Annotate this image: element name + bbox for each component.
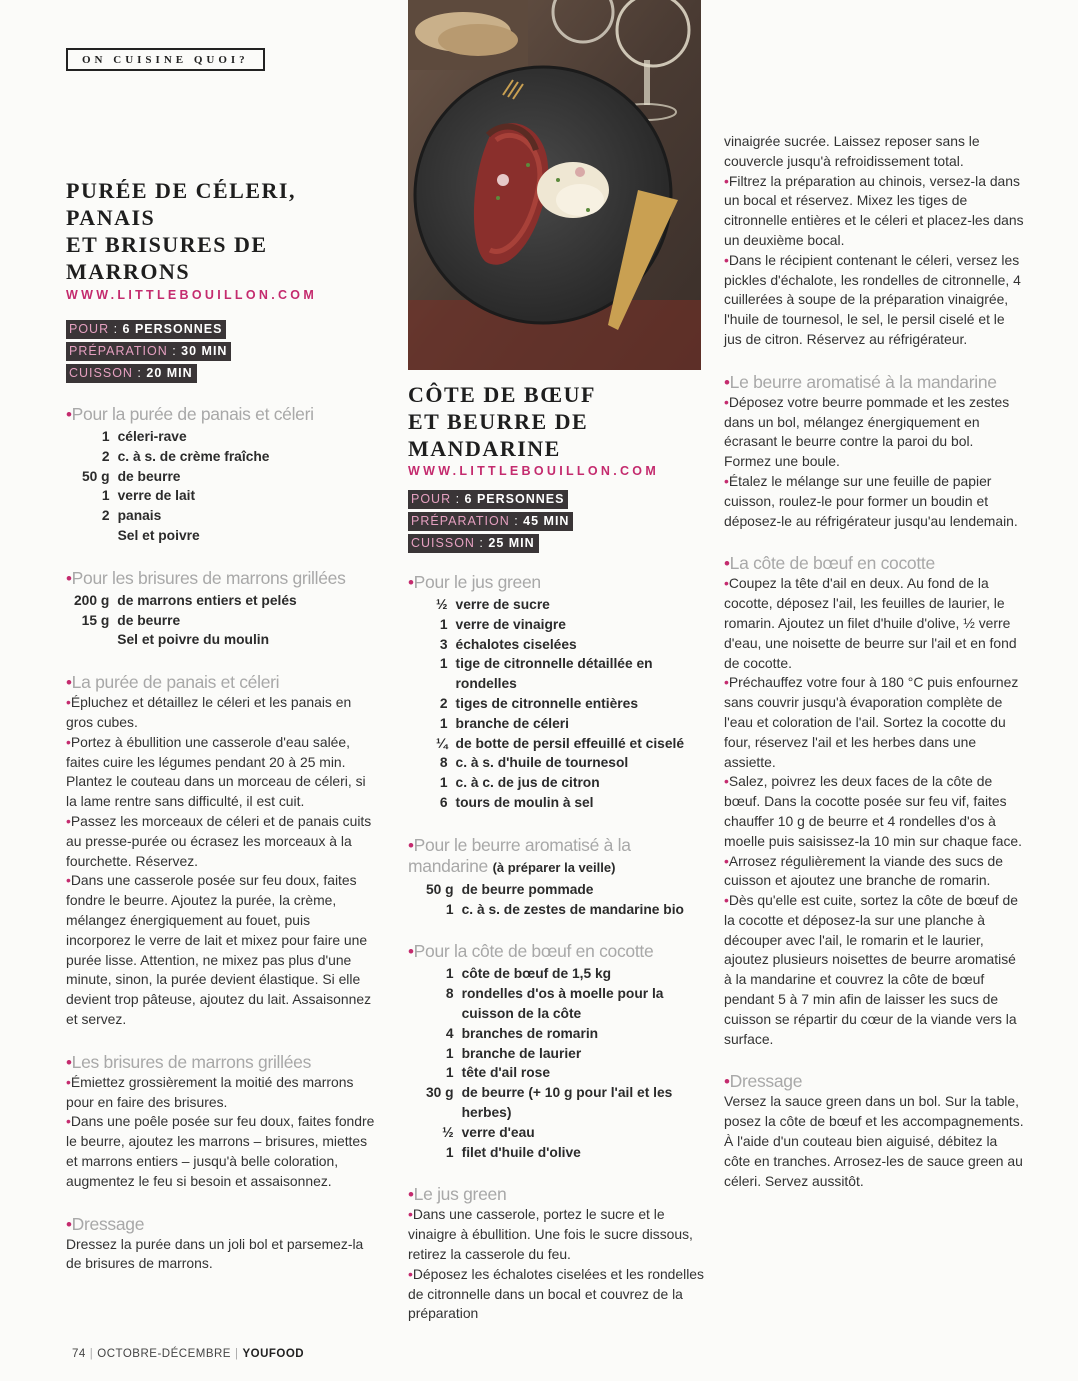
ingredient-list xyxy=(426,964,704,1162)
step-paragraph: vinaigrée sucrée. Laissez reposer sans le couvercle jusqu'à refroidissement total. xyxy=(724,133,980,169)
ingredient-name: c. à s. de crème fraîche xyxy=(117,448,270,464)
step-paragraph: •Étalez le mélange sur une feuille de papier cuisson, roulez-le pour former un boudin et déposez-le au réfrigérateur jusqu'au lendemain. xyxy=(724,472,1018,529)
ingredient-name: verre de lait xyxy=(117,488,196,504)
ingredient-row xyxy=(426,880,684,900)
ingredient-quantity: 1 xyxy=(101,488,110,504)
ingredient-quantity: ½ xyxy=(436,597,448,612)
ingredient-row xyxy=(426,984,704,1024)
ingredient-row xyxy=(436,753,704,773)
recipe2-title: CÔTE DE BŒUF ET BEURRE DE MANDARINE xyxy=(408,382,596,461)
step-list xyxy=(66,1073,376,1192)
page-footer: 74 | OCTOBRE-DÉCEMBRE | YOUFOOD xyxy=(72,1348,305,1360)
recipe2-meta xyxy=(408,490,704,556)
ingredient-name: tige de citronnelle détaillée en rondelles xyxy=(455,656,653,692)
ingredient-quantity: 2 xyxy=(439,695,448,711)
ingredient-row xyxy=(426,1083,704,1123)
ingredient-row xyxy=(436,654,704,694)
ingredient-quantity: 1 xyxy=(445,1045,454,1061)
ingredient-quantity: 1 xyxy=(101,429,110,444)
ingredient-row xyxy=(426,1024,704,1044)
ingredient-name: de beurre (+ 10 g pour l'ail et les herbes) xyxy=(461,1085,673,1120)
ingredient-row xyxy=(436,615,704,635)
step-paragraph: •Épluchez et détaillez le céleri et les panais en gros cubes. xyxy=(66,694,352,730)
dressage-text: Dressez la purée dans un joli bol et parsemez-la de brisures de marrons. xyxy=(66,1235,364,1272)
ingredient-row xyxy=(82,467,269,487)
ingredient-row xyxy=(82,427,269,447)
meta-cook: CUISSON : 25 MIN xyxy=(408,534,539,553)
steak-plate-image xyxy=(408,0,701,370)
subheading: •Pour la côte de bœuf en cocotte xyxy=(408,941,654,962)
ingredient-name: branches de romarin xyxy=(461,1025,599,1041)
ingredient-quantity xyxy=(82,526,118,546)
ingredient-row xyxy=(426,1123,704,1143)
ingredient-row xyxy=(436,793,704,813)
issue-period: OCTOBRE-DÉCEMBRE xyxy=(97,1348,231,1360)
ingredient-name: échalotes ciselées xyxy=(455,636,577,652)
ingredient-quantity: 2 xyxy=(101,508,110,524)
ingredient-quantity: 8 xyxy=(439,755,448,771)
ingredient-name: tiges de citronnelle entières xyxy=(455,695,639,711)
ingredient-row xyxy=(74,630,297,650)
ingredient-quantity: 1 xyxy=(439,656,448,672)
subheading: •Pour le jus green xyxy=(408,572,541,592)
ingredient-name: céleri-rave xyxy=(117,429,187,444)
subheading: •Pour le beurre aromatisé à la mandarine (à préparer la veille) xyxy=(408,834,631,876)
ingredient-row xyxy=(74,591,297,611)
ingredient-name: tours de moulin à sel xyxy=(455,794,594,810)
subheading: •La côte de bœuf en cocotte xyxy=(724,553,935,574)
ingredient-quantity: 2 xyxy=(101,448,110,464)
meta-prep: PRÉPARATION : 30 MIN xyxy=(66,342,231,361)
ingredient-quantity: 30 g xyxy=(426,1085,454,1101)
step-list xyxy=(408,1205,704,1324)
meta-servings: POUR : 6 PERSONNES xyxy=(408,490,568,509)
ingredient-name: Sel et poivre du moulin xyxy=(117,632,270,648)
section-kicker: ON CUISINE QUOI? xyxy=(66,48,265,71)
ingredient-name: filet d'huile d'olive xyxy=(461,1144,581,1160)
ingredient-quantity: 50 g xyxy=(82,468,110,484)
ingredient-row xyxy=(436,635,704,655)
ingredient-quantity: 200 g xyxy=(74,592,110,608)
ingredient-quantity: 1 xyxy=(445,1144,454,1160)
ingredient-row xyxy=(82,486,269,506)
ingredient-name: branche de céleri xyxy=(455,715,570,731)
ingredient-row xyxy=(436,734,704,754)
ingredient-quantity: 8 xyxy=(445,986,454,1002)
ingredient-name: verre d'eau xyxy=(461,1124,535,1140)
step-paragraph: •Arrosez régulièrement la viande des sucs de cuisson et ajoutez une branche de romarin. xyxy=(724,852,1003,889)
subheading: •Pour les brisures de marrons grillées xyxy=(66,567,346,588)
ingredient-name: tête d'ail rose xyxy=(461,1065,551,1081)
step-paragraph: •Dans le récipient contenant le céleri, versez les pickles d'échalote, les rondelles de citronnelle, 4 cuillerées à soupe de la préparation vinaigrée, l'huile de tournesol, le sel, le persil ciselé et le jus de citron. Réservez au réfrigérateur. xyxy=(724,251,1021,347)
ingredient-list xyxy=(82,427,269,546)
ingredient-row xyxy=(436,773,704,793)
ingredient-list xyxy=(436,595,704,813)
ingredient-quantity: 1 xyxy=(445,1065,454,1081)
step-paragraph: •Filtrez la préparation au chinois, versez-la dans un bocal et réservez. Mixez les tiges de citronnelle entières et le céleri et placez-les dans un deuxième bocal. xyxy=(724,172,1024,248)
meta-prep: PRÉPARATION : 45 MIN xyxy=(408,512,573,531)
subheading: •Dressage xyxy=(724,1071,803,1092)
ingredient-row xyxy=(82,447,269,467)
ingredient-name: de beurre xyxy=(117,468,181,484)
magazine-brand: YOUFOOD xyxy=(242,1348,305,1360)
recipe2-url[interactable]: WWW.LITTLEBOUILLON.COM xyxy=(408,464,660,478)
ingredient-name: verre de vinaigre xyxy=(455,616,566,632)
ingredient-quantity: ½ xyxy=(442,1124,454,1140)
step-paragraph: •Passez les morceaux de céleri et de panais cuits au presse-purée ou écrasez les morceaux à la fourchette. Réservez. xyxy=(66,812,372,869)
step-paragraph: •Préchauffez votre four à 180 °C puis enfournez sans couvrir jusqu'à évaporation complète de l'eau et coloration de l'ail. Sortez la cocotte du four, réservez l'ail et les herbes dans une assiette. xyxy=(724,674,1019,770)
step-paragraph: •Dans une casserole, portez le sucre et le vinaigre à ébullition. Une fois le sucre dissous, retirez la casserole du feu. xyxy=(408,1206,693,1262)
ingredient-quantity: 4 xyxy=(445,1025,454,1041)
ingredient-quantity: 15 g xyxy=(81,612,110,628)
ingredient-quantity xyxy=(74,630,117,650)
recipe2-body xyxy=(408,461,704,1324)
step-paragraph: •Salez, poivrez les deux faces de la côte de bœuf. Dans la cocotte posée sur feu vif, faites chauffer 10 g de beurre et 4 rondelles d'os à moelle puis saisissez-la 10 min sur chaque face. xyxy=(724,773,1023,849)
subheading: •La purée de panais et céleri xyxy=(66,672,280,693)
subheading: •Pour la purée de panais et céleri xyxy=(66,404,314,424)
ingredient-name: côte de bœuf de 1,5 kg xyxy=(461,966,612,982)
page-number: 74 xyxy=(72,1348,86,1360)
subheading: •Le beurre aromatisé à la mandarine xyxy=(724,371,997,392)
ingredient-row xyxy=(74,611,297,631)
ingredient-quantity: 50 g xyxy=(426,881,454,897)
step-paragraph: •Déposez votre beurre pommade et les zestes dans un bol, mélangez énergiquement en écrasant le beurre contre la paroi du bol. Formez une boule. xyxy=(724,393,1010,470)
step-paragraph: •Portez à ébullition une casserole d'eau salée, faites cuire les légumes pendant 20 à 25 min. Plantez le couteau dans un morceau de céleri, si la lame rentre sans difficulté, il est cuit. xyxy=(66,733,366,810)
subheading: •Les brisures de marrons grillées xyxy=(66,1051,312,1072)
ingredient-name: de beurre pommade xyxy=(461,881,594,897)
dish-photo xyxy=(408,0,701,370)
ingredient-name: Sel et poivre xyxy=(117,527,200,543)
ingredient-quantity: 1 xyxy=(445,966,454,982)
subheading: •Le jus green xyxy=(408,1184,507,1205)
ingredient-row xyxy=(436,595,704,615)
recipe1-meta xyxy=(66,320,376,386)
ingredient-name: c. à c. de jus de citron xyxy=(455,775,600,791)
step-paragraph: •Déposez les échalotes ciselées et les rondelles de citronnelle dans un bocal et couvrez de la préparation xyxy=(408,1265,704,1322)
step-paragraph: •Dans une casserole posée sur feu doux, faites fondre le beurre. Ajoutez la purée, la crème, mélangez énergiquement au fouet, puis incorporez le verre de lait et mixez pour faire une purée lisse. Attention, ne mixez pas plus d'une minute, sinon, la purée devient élastique. Si elle devient trop pâteuse, ajoutez du lait. Assaisonnez et servez. xyxy=(66,872,372,1027)
ingredient-quantity: 1 xyxy=(439,715,448,731)
ingredient-quantity: 1 xyxy=(439,616,448,632)
ingredient-row xyxy=(82,526,269,546)
ingredient-row xyxy=(426,1044,704,1064)
step-list xyxy=(724,132,1024,350)
column-left xyxy=(66,48,376,1274)
ingredient-quantity: ¼ xyxy=(436,735,448,751)
ingredient-name: verre de sucre xyxy=(455,597,550,612)
dressage-text: Versez la sauce green dans un bol. Sur la table, posez la côte de bœuf et les accompagnements. À l'aide d'un couteau bien aiguisé, débitez la côte en tranches. Arrosez-les de sauce green au céleri. Servez aussitôt. xyxy=(724,1093,1024,1189)
ingredient-row xyxy=(426,1063,704,1083)
subheading: •Dressage xyxy=(66,1213,145,1234)
ingredient-row xyxy=(82,506,269,526)
ingredient-quantity: 1 xyxy=(439,775,448,791)
column-right xyxy=(724,132,1024,1191)
ingredient-row xyxy=(426,964,704,984)
step-list xyxy=(724,574,1024,1049)
ingredient-list xyxy=(426,880,684,920)
step-list xyxy=(66,693,376,1030)
ingredient-name: rondelles d'os à moelle pour la cuisson de la côte xyxy=(461,986,664,1021)
meta-cook: CUISSON : 20 MIN xyxy=(66,364,197,383)
ingredient-row xyxy=(436,694,704,714)
ingredient-row xyxy=(436,714,704,734)
recipe1-url[interactable]: WWW.LITTLEBOUILLON.COM xyxy=(66,288,318,302)
step-list xyxy=(724,393,1024,532)
step-paragraph: •Dès qu'elle est cuite, sortez la côte de bœuf de la cocotte et déposez-la sur une planche à découper avec l'ail, le romarin et le laurier, ajoutez plusieurs noisettes de beurre aromatisé à la mandarine et couvrez la côte de bœuf pendant 5 à 7 min afin de laisser les sucs de cuisson se répartir du cœur de la viande vers la surface. xyxy=(724,892,1018,1047)
ingredient-row xyxy=(426,1143,704,1163)
ingredient-name: de marrons entiers et pelés xyxy=(117,592,297,608)
ingredient-quantity: 3 xyxy=(439,636,448,652)
step-paragraph: •Émiettez grossièrement la moitié des marrons pour en faire des brisures. xyxy=(66,1073,354,1110)
recipe1-title: PURÉE DE CÉLERI, PANAIS ET BRISURES DE MARRONS xyxy=(66,178,296,284)
step-paragraph: •Coupez la tête d'ail en deux. Au fond de la cocotte, déposez l'ail, les feuilles de laurier, le romarin. Ajoutez un filet d'huile d'olive, ½ verre d'eau, une noisette de beurre sur l'ail et en fond de cocotte. xyxy=(724,575,1017,671)
ingredient-quantity: 6 xyxy=(439,794,448,810)
ingredient-row xyxy=(426,900,684,920)
ingredient-name: c. à s. de zestes de mandarine bio xyxy=(461,901,684,917)
ingredient-name: c. à s. d'huile de tournesol xyxy=(455,755,629,771)
ingredient-name: panais xyxy=(117,508,162,524)
step-paragraph: •Dans une poêle posée sur feu doux, faites fondre le beurre, ajoutez les marrons – brisures, miettes et marrons entiers – jusqu'à belle coloration, augmentez le feu si besoin et assaisonnez. xyxy=(66,1113,375,1189)
ingredient-name: de botte de persil effeuillé et ciselé xyxy=(455,735,685,751)
meta-servings: POUR : 6 PERSONNES xyxy=(66,320,226,339)
ingredient-name: de beurre xyxy=(117,612,181,628)
ingredient-quantity: 1 xyxy=(445,901,454,917)
ingredient-list xyxy=(74,591,297,650)
ingredient-name: branche de laurier xyxy=(461,1045,582,1061)
